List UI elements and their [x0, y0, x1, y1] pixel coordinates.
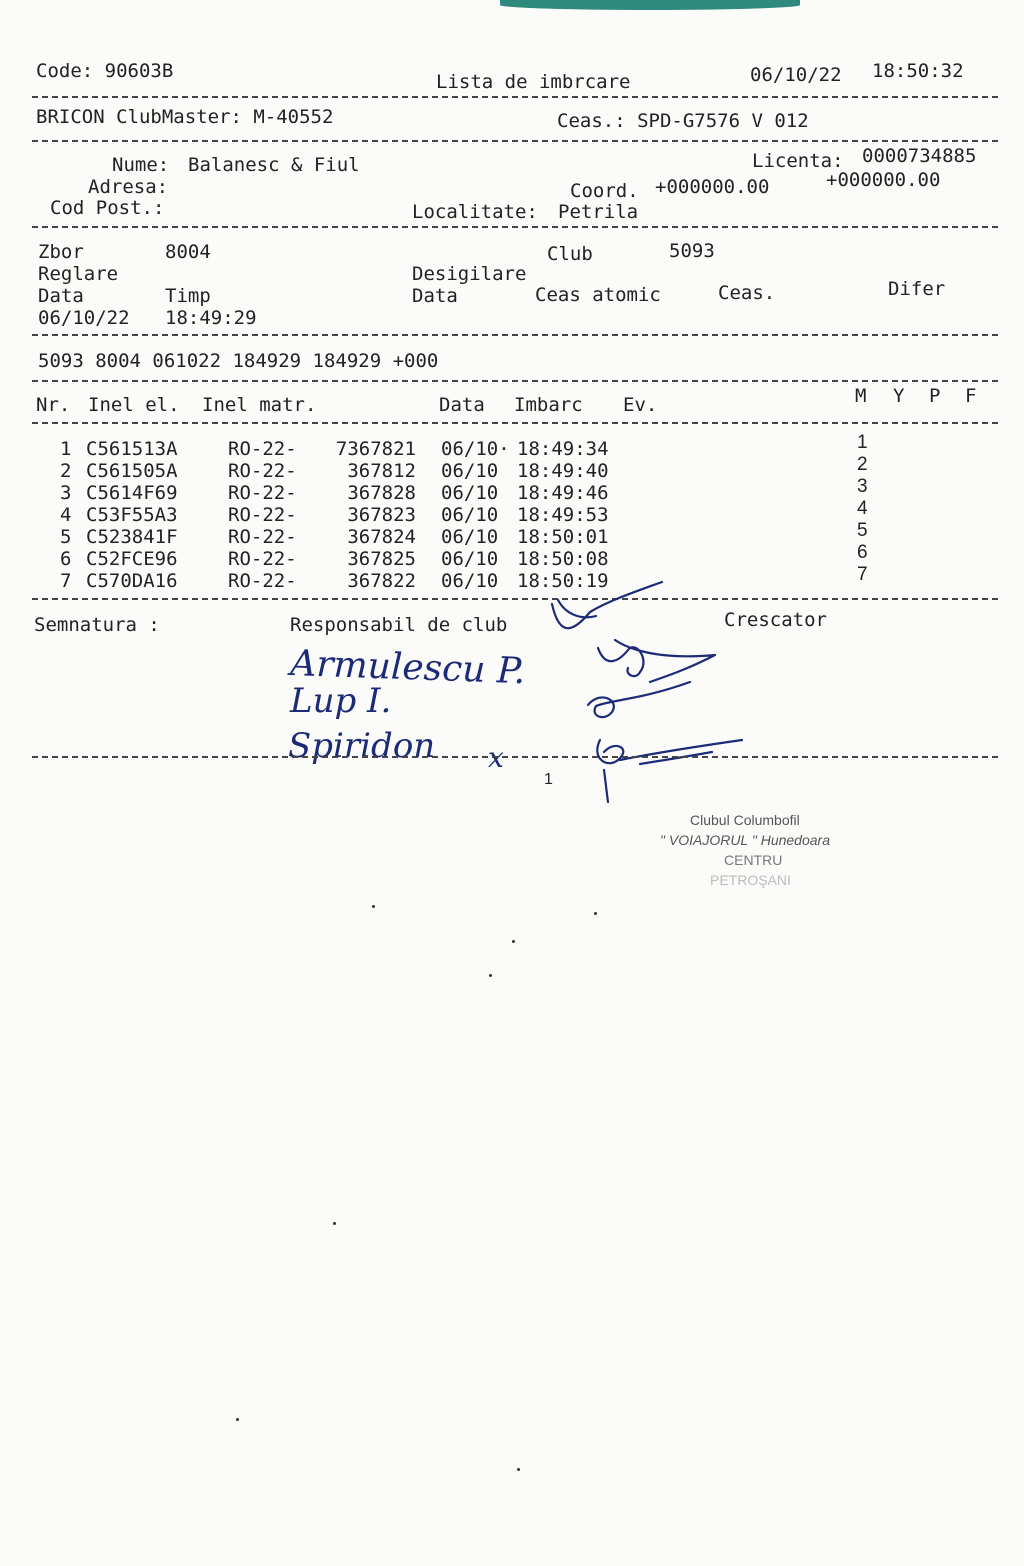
col-imbarc: Imbarc — [514, 394, 583, 416]
locality-label: Localitate: — [412, 201, 538, 223]
row-date: 06/10· — [441, 438, 510, 460]
col-inel-matr: Inel matr. — [202, 394, 317, 416]
col-ev: Ev. — [623, 394, 658, 416]
zbor-label: Zbor — [38, 241, 84, 263]
crescator-label: Crescator — [724, 609, 827, 631]
row-inel-matr: 367822 — [347, 570, 416, 592]
data2-label: Data — [412, 285, 458, 307]
handwritten-name: Armulescu P. — [289, 643, 526, 693]
speck — [372, 905, 375, 908]
zbor-value: 8004 — [165, 241, 211, 263]
row-time: 18:49:34 — [517, 438, 609, 460]
row-m: 3 — [857, 476, 868, 497]
speck — [517, 1468, 520, 1471]
row-date: 06/10 — [441, 504, 499, 526]
name-label: Nume: — [112, 154, 170, 176]
reglare-time: 18:49:29 — [165, 307, 257, 329]
license-label: Licenta: — [752, 150, 844, 172]
row-m: 7 — [857, 564, 868, 585]
row-date: 06/10 — [441, 570, 499, 592]
row-inel-matr: 7367821 — [335, 438, 416, 460]
row-time: 18:49:40 — [517, 460, 609, 482]
row-ro: RO-22- — [228, 460, 297, 482]
page-number: 1 — [544, 771, 553, 788]
license-number: 0000734885 — [862, 145, 977, 167]
stamp-line: Clubul Columbofil — [690, 812, 800, 828]
responsabil-label: Responsabil de club — [290, 614, 508, 636]
row-time: 18:50:01 — [517, 526, 609, 548]
flight-summary: 5093 8004 061022 184929 184929 +000 — [38, 350, 439, 372]
row-inel-matr: 367812 — [347, 460, 416, 482]
row-ro: RO-22- — [228, 438, 297, 460]
col-inel-el: Inel el. — [88, 394, 180, 416]
row-ro: RO-22- — [228, 570, 297, 592]
signature-stroke — [598, 647, 643, 676]
ceas-label: Ceas. — [718, 282, 776, 304]
row-date: 06/10 — [441, 460, 499, 482]
document-title: Lista de imbrcare — [436, 71, 631, 93]
col-data: Data — [439, 394, 485, 416]
handwritten-name: Lup I. — [290, 681, 392, 721]
semnatura-label: Semnatura : — [34, 614, 160, 636]
row-m: 2 — [857, 454, 868, 475]
timp-label: Timp — [165, 285, 211, 307]
handwritten-name: Spiridon — [288, 726, 436, 766]
club-value: 5093 — [669, 240, 715, 262]
row-ro: RO-22- — [228, 504, 297, 526]
stamp-line: CENTRU — [724, 852, 783, 868]
coord-x: +000000.00 — [655, 176, 770, 198]
row-time: 18:50:19 — [517, 570, 609, 592]
row-m: 5 — [857, 520, 868, 541]
system-id: BRICON ClubMaster: M-40552 — [36, 106, 334, 128]
stamp-line: PETROŞANI — [710, 872, 791, 888]
col-nr: Nr. — [36, 394, 71, 416]
row-inel-el: C52FCE96 — [86, 548, 178, 570]
row-nr: 2 — [60, 460, 72, 482]
row-ro: RO-22- — [228, 482, 297, 504]
row-date: 06/10 — [441, 526, 499, 548]
row-nr: 6 — [60, 548, 72, 570]
row-inel-el: C561505A — [86, 460, 178, 482]
row-inel-el: C561513A — [86, 438, 178, 460]
row-nr: 1 — [60, 438, 72, 460]
speck — [512, 940, 515, 943]
row-inel-matr: 367825 — [347, 548, 416, 570]
atomic-label: Ceas atomic — [535, 284, 661, 306]
code-label: Code: 90603B — [36, 60, 174, 82]
row-inel-el: C5614F69 — [86, 482, 178, 504]
address-label: Adresa: — [88, 176, 169, 198]
row-time: 18:50:08 — [517, 548, 609, 570]
signature-stroke — [588, 682, 690, 717]
col-p: P — [929, 385, 941, 407]
row-inel-el: C570DA16 — [86, 570, 178, 592]
row-time: 18:49:53 — [517, 504, 609, 526]
reglare-date: 06/10/22 — [38, 307, 130, 329]
row-m: 1 — [857, 432, 868, 453]
row-nr: 3 — [60, 482, 72, 504]
col-y: Y — [893, 385, 905, 407]
row-nr: 5 — [60, 526, 72, 548]
speck — [333, 1222, 336, 1225]
difer-label: Difer — [888, 278, 946, 300]
speck — [236, 1418, 239, 1421]
row-nr: 4 — [60, 504, 72, 526]
row-inel-matr: 367824 — [347, 526, 416, 548]
col-m: M — [855, 385, 867, 407]
locality-value: Petrila — [558, 201, 639, 223]
owner-name: Balanesc & Fiul — [188, 154, 360, 176]
reglare-label: Reglare — [38, 263, 119, 285]
row-nr: 7 — [60, 570, 72, 592]
row-inel-el: C523841F — [86, 526, 178, 548]
row-ro: RO-22- — [228, 548, 297, 570]
row-inel-el: C53F55A3 — [86, 504, 178, 526]
row-m: 4 — [857, 498, 868, 519]
row-ro: RO-22- — [228, 526, 297, 548]
row-inel-matr: 367823 — [347, 504, 416, 526]
postal-label: Cod Post.: — [50, 197, 165, 219]
signature-stroke — [552, 582, 662, 628]
signature-stroke — [597, 740, 623, 802]
clock-id: Ceas.: SPD-G7576 V 012 — [557, 110, 809, 132]
row-date: 06/10 — [441, 482, 499, 504]
coord-label: Coord. — [570, 180, 639, 202]
speck — [489, 974, 492, 977]
handwritten-mark: x — [488, 741, 504, 774]
speck — [594, 912, 597, 915]
data-label: Data — [38, 285, 84, 307]
divider — [32, 756, 998, 758]
header-date: 06/10/22 — [750, 64, 842, 86]
coord-y: +000000.00 — [826, 169, 941, 191]
row-time: 18:49:46 — [517, 482, 609, 504]
signature-stroke — [558, 600, 596, 617]
row-date: 06/10 — [441, 548, 499, 570]
row-m: 6 — [857, 542, 868, 563]
desigilare-label: Desigilare — [412, 263, 527, 285]
header-time: 18:50:32 — [872, 60, 964, 82]
club-label: Club — [547, 243, 593, 265]
col-f: F — [965, 385, 977, 407]
stamp-line: " VOIAJORUL " Hunedoara — [660, 832, 830, 848]
row-inel-matr: 367828 — [347, 482, 416, 504]
